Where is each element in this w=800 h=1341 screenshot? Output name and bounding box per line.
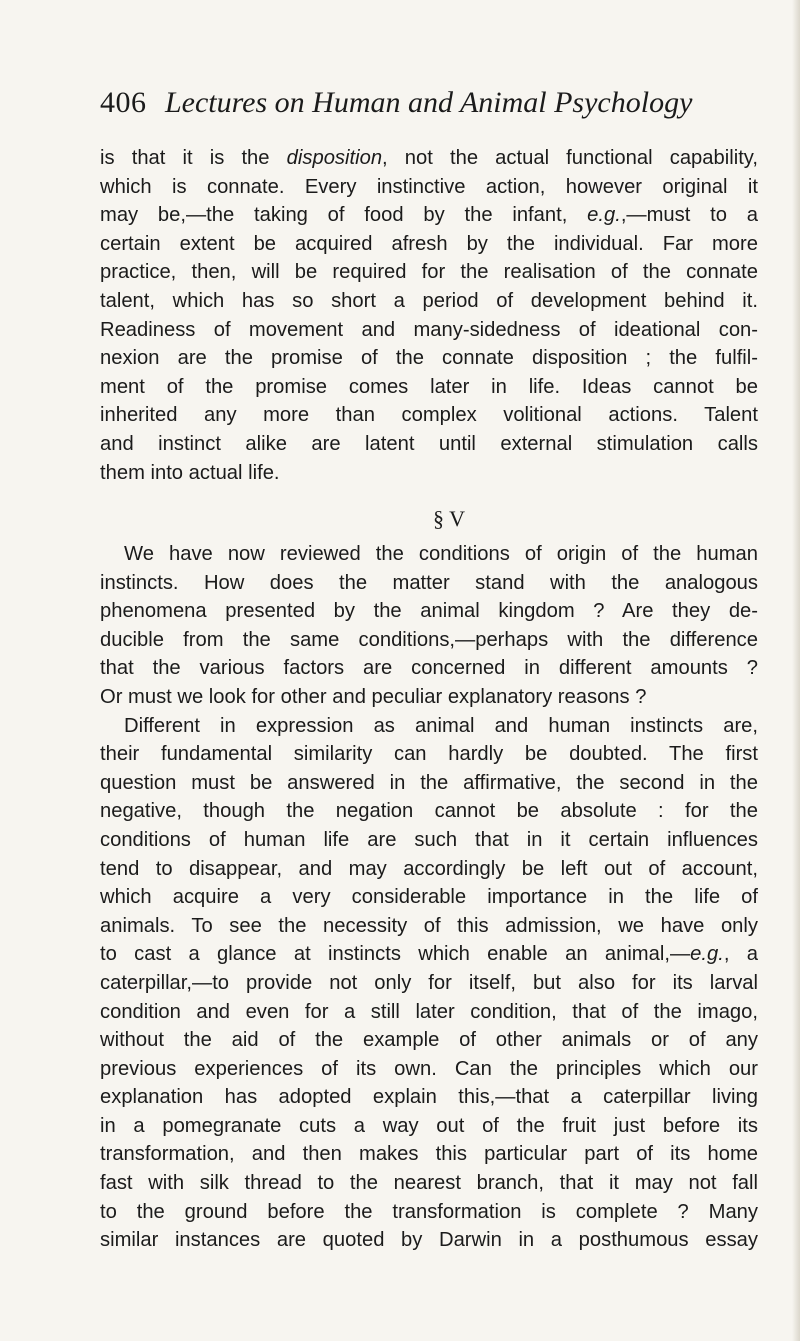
text-line: may be,—the taking of food by the infant, e.g.,—must to a xyxy=(100,204,758,227)
running-title: Lectures on Human and Animal Psychology xyxy=(164,86,693,119)
text-line: negative, though the negation cannot be absolute : for the xyxy=(100,800,758,823)
text-line: to the ground before the transformation is complete ? Many xyxy=(100,1200,758,1223)
text-line: nexion are the promise of the connate disposition ; the fulfil- xyxy=(100,347,758,370)
italic-term: e.g. xyxy=(587,204,621,227)
text-line: which is connate. Every instinctive action, however original it xyxy=(100,175,758,198)
text-line: similar instances are quoted by Darwin in a posthumous essay xyxy=(100,1229,758,1252)
text-line: transformation, and then makes this particular part of its home xyxy=(100,1143,758,1166)
text-line: explanation has adopted explain this,—that a caterpillar living xyxy=(100,1086,758,1109)
text-line: previous experiences of its own. Can the principles which our xyxy=(100,1057,758,1080)
text-line: condition and even for a still later condition, that of the imago, xyxy=(100,1000,758,1023)
text-line: caterpillar,—to provide not only for itself, but also for its larval xyxy=(100,971,758,994)
text-line: phenomena presented by the animal kingdom ? Are they de- xyxy=(100,600,758,623)
text-line: that the various factors are concerned in different amounts ? xyxy=(100,657,758,680)
text-line: and instinct alike are latent until external stimulation calls xyxy=(100,432,758,455)
text-line: We have now reviewed the conditions of origin of the human xyxy=(124,543,758,565)
page-edge-shadow xyxy=(792,0,800,1341)
text-line: to cast a glance at instincts which enable an animal,—e.g., a xyxy=(100,943,758,966)
text-line: question must be answered in the affirmative, the second in the xyxy=(100,771,758,794)
text-line: instincts. How does the matter stand with the analogous xyxy=(100,571,758,594)
text-line: practice, then, will be required for the realisation of the connate xyxy=(100,261,758,284)
text-line: Or must we look for other and peculiar explanatory reasons ? xyxy=(100,685,647,708)
text-line: tend to disappear, and may accordingly be left out of account, xyxy=(100,857,758,880)
text-line: in a pomegranate cuts a way out of the fruit just before its xyxy=(100,1114,758,1137)
text-line: inherited any more than complex volitional actions. Talent xyxy=(100,404,758,427)
text-line: conditions of human life are such that in it certain influences xyxy=(100,828,758,851)
italic-term: e.g. xyxy=(690,943,724,966)
text-line: talent, which has so short a period of development behind it. xyxy=(100,289,758,312)
text-line: certain extent be acquired afresh by the individual. Far more xyxy=(100,232,758,255)
text-line: which acquire a very considerable importance in the life of xyxy=(100,886,758,909)
section-heading: § V xyxy=(433,506,465,531)
text-line: their fundamental similarity can hardly be doubted. The first xyxy=(100,743,758,766)
text-line: ducible from the same conditions,—perhaps with the difference xyxy=(100,628,758,651)
text-line: without the aid of the example of other animals or of any xyxy=(100,1029,758,1052)
paragraph-1 xyxy=(100,144,758,487)
paragraph-2-3 xyxy=(100,540,758,1255)
text-line: fast with silk thread to the nearest branch, that it may not fall xyxy=(100,1172,758,1195)
text-line: ment of the promise comes later in life. Ideas cannot be xyxy=(100,375,758,398)
text-line: animals. To see the necessity of this admission, we have only xyxy=(100,914,758,937)
text-line: is that it is the disposition, not the actual functional capability, xyxy=(100,147,759,169)
text-line: Readiness of movement and many-sidedness of ideational con- xyxy=(100,318,758,341)
text-line: Different in expression as animal and human instincts are, xyxy=(124,714,758,737)
page-number: 406 xyxy=(100,86,147,119)
italic-term: disposition xyxy=(286,147,383,169)
text-line: them into actual life. xyxy=(100,461,280,484)
running-head xyxy=(100,86,720,130)
